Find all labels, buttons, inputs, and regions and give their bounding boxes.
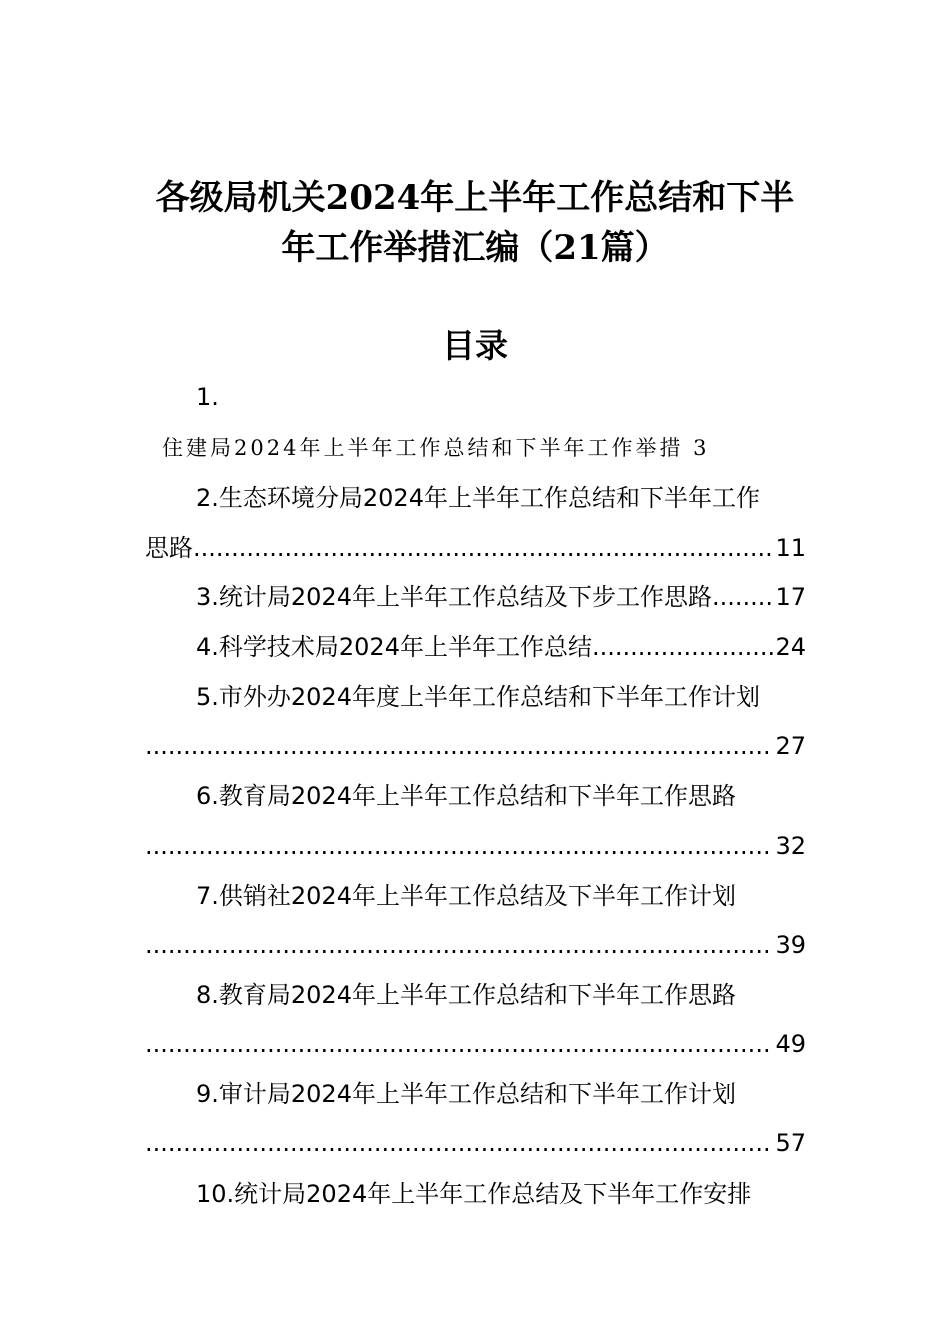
toc-entry-7-page: 39 [775,931,806,959]
toc-entry-6-line-1[interactable]: 6.教育局2024年上半年工作总结和下半年工作思路 [196,782,736,810]
toc-entry-6-page: 32 [775,832,806,860]
dot-leader [193,531,773,565]
toc-entry-1-text: 住建局2024年上半年工作总结和下半年工作举措 [162,436,684,460]
dot-leader [145,928,773,962]
toc-entry-8-line-1[interactable]: 8.教育局2024年上半年工作总结和下半年工作思路 [196,981,736,1009]
dot-leader [145,829,773,863]
toc-entry-5-line-1[interactable]: 5.市外办2024年度上半年工作总结和下半年工作计划 [196,683,760,711]
toc-entry-1-number[interactable]: 1. [196,383,219,411]
toc-entry-2-text: 思路 [145,534,193,562]
toc-entry-3-text: 3.统计局2024年上半年工作总结及下步工作思路 [196,583,712,611]
toc-entry-2-page: 11 [775,534,806,562]
dot-leader [145,729,773,763]
dot-leader [145,1126,773,1160]
toc-entry-7-line-1[interactable]: 7.供销社2024年上半年工作总结及下半年工作计划 [196,882,736,910]
toc-heading: 目录 [442,326,508,365]
toc-entry-4-page: 24 [775,633,806,661]
toc-entry-5-page: 27 [775,732,806,760]
toc-entry-5-line-2[interactable] [145,729,806,763]
dot-leader [712,580,773,614]
dot-leader [592,630,773,664]
toc-entry-4[interactable] [196,630,806,664]
document-title-line-2: 年工作举措汇编（21篇） [281,228,669,268]
toc-entry-9-line-2[interactable] [145,1126,806,1160]
toc-entry-2-line-2[interactable] [145,531,806,565]
toc-entry-2-line-1[interactable]: 2.生态环境分局2024年上半年工作总结和下半年工作 [196,484,760,512]
toc-entry-3-page: 17 [775,583,806,611]
toc-entry-4-text: 4.科学技术局2024年上半年工作总结 [196,633,592,661]
toc-entry-1[interactable] [162,431,710,465]
toc-entry-8-page: 49 [775,1030,806,1058]
dot-leader [145,1027,773,1061]
toc-entry-7-line-2[interactable] [145,928,806,962]
toc-entry-10-line-1[interactable]: 10.统计局2024年上半年工作总结及下半年工作安排 [196,1180,752,1208]
toc-entry-1-page: 3 [693,436,710,460]
toc-entry-9-page: 57 [775,1129,806,1157]
toc-entry-8-line-2[interactable] [145,1027,806,1061]
toc-entry-3[interactable] [196,580,806,614]
toc-entry-6-line-2[interactable] [145,829,806,863]
document-title-line-1: 各级局机关2024年上半年工作总结和下半 [155,178,795,218]
toc-entry-9-line-1[interactable]: 9.审计局2024年上半年工作总结和下半年工作计划 [196,1080,736,1108]
